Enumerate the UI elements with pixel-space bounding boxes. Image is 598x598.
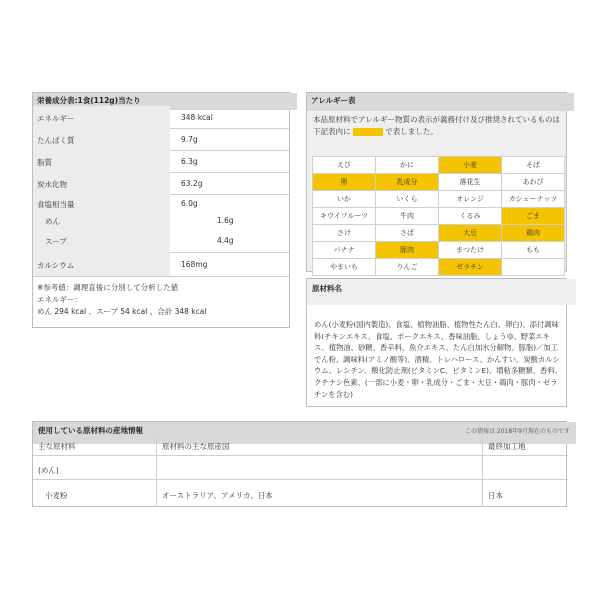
allergen-cell: ごま — [502, 208, 565, 225]
allergy-panel — [306, 92, 567, 272]
allergen-cell: 鶏肉 — [502, 225, 565, 242]
allergy-note-text: 本品原材料でアレルギー物質の表示が義務付け及び推奨されているものは 下記表内に — [313, 115, 561, 136]
origin-title: 使用している原材料の産地情報 — [38, 426, 143, 435]
allergen-cell: カシューナッツ — [502, 191, 565, 208]
allergen-cell: もも — [502, 242, 565, 259]
nutrition-note: めん 294 kcal 、スープ 54 kcal 、合計 348 kcal — [37, 307, 207, 316]
allergy-note-text: で表しました。 — [385, 127, 438, 136]
allergen-cell: いか — [313, 191, 376, 208]
nutrition-value: 9.7g — [181, 135, 198, 144]
nutrition-label: カルシウム — [37, 261, 75, 270]
allergy-title: アレルギー表 — [307, 93, 574, 111]
nutrition-note: ※参考値：調理直後に分別して分析した値 — [37, 283, 179, 292]
allergen-cell: まつたけ — [439, 242, 502, 259]
allergen-cell: 落花生 — [439, 174, 502, 191]
allergen-cell: バナナ — [313, 242, 376, 259]
nutrition-value: 348 kcal — [181, 113, 213, 122]
nutrition-label: 脂質 — [37, 158, 52, 167]
allergen-cell: くるみ — [439, 208, 502, 225]
origin-panel — [32, 421, 570, 507]
origin-cell — [483, 456, 568, 480]
allergen-cell: いくら — [376, 191, 439, 208]
allergen-cell: やまいも — [313, 259, 376, 276]
nutrition-label: 食塩相当量 — [37, 200, 75, 209]
nutrition-row — [33, 252, 289, 277]
allergy-note — [313, 114, 563, 138]
nutrition-panel — [32, 92, 290, 328]
nutrition-row-salt — [33, 194, 289, 253]
nutrition-row — [33, 128, 289, 151]
allergen-cell: さけ — [313, 225, 376, 242]
allergen-cell: 牛肉 — [376, 208, 439, 225]
nutrition-value: 6.3g — [181, 157, 198, 166]
origin-processing: 日本 — [488, 491, 503, 500]
nutrition-label: 炭水化物 — [37, 180, 67, 189]
allergen-cell: 小麦 — [439, 157, 502, 174]
nutrition-row — [33, 106, 289, 129]
allergen-cell: 卵 — [313, 174, 376, 191]
allergen-cell: えび — [313, 157, 376, 174]
nutrition-label: エネルギー — [37, 114, 75, 123]
origin-cell — [157, 456, 483, 480]
nutrition-subvalue: 1.6g — [217, 216, 234, 225]
ingredients-text: めん(小麦粉(国内製造)、食塩、植物油脂、植物性たん白、卵白)、添付調味料(チキンエキス、食塩、ポークエキス、香味油脂、しょうゆ、野菜エキス、植物油、砂糖、香辛料、魚介エキス、たん白加水分解物、豚脂)／加工でん粉、調味料(アミノ酸等)、酒精、トレハロース、かんすい、炭酸カルシウム、レシチン、酸化防止剤(ビタミンC、ビタミンE)、増粘多糖類、香料、クチナシ色素、(一部に小麦・卵・乳成分・ごま・大豆・鶏肉・豚肉・ゼラチンを含む) — [314, 320, 562, 399]
ingredients-title: 原材料名 — [307, 279, 576, 305]
allergen-cell: かに — [376, 157, 439, 174]
ingredients-panel — [306, 278, 567, 407]
allergen-cell: キウイフルーツ — [313, 208, 376, 225]
allergen-cell: オレンジ — [439, 191, 502, 208]
nutrition-value: 63.2g — [181, 179, 203, 188]
nutrition-sublabel: めん — [45, 217, 60, 226]
highlight-swatch — [353, 128, 383, 136]
origin-material: 小麦粉 — [33, 480, 157, 507]
allergen-cell: 豚肉 — [376, 242, 439, 259]
allergen-cell: あわび — [502, 174, 565, 191]
origin-col-header: 主な原材料 — [33, 438, 157, 456]
nutrition-value: 168mg — [181, 260, 208, 269]
origin-group-label: (めん) — [33, 456, 157, 480]
origin-date-note: この情報は 2018年9月現在のものです — [465, 428, 570, 435]
allergen-cell: りんご — [376, 259, 439, 276]
nutrition-sublabel: スープ — [45, 237, 67, 246]
nutrition-value: 6.0g — [181, 199, 198, 208]
origin-col-header: 原材料の主な原産国 — [157, 438, 483, 456]
origin-col-header: 最終加工地 — [483, 438, 568, 456]
nutrition-note: エネルギー： — [37, 295, 82, 304]
allergen-cell: そば — [502, 157, 565, 174]
nutrition-subvalue: 4.4g — [217, 236, 234, 245]
allergen-cell: 乳成分 — [376, 174, 439, 191]
allergen-cell: さば — [376, 225, 439, 242]
origin-country: オーストラリア、アメリカ、日本 — [157, 480, 483, 507]
nutrition-label: たんぱく質 — [37, 136, 75, 145]
allergen-cell — [502, 259, 565, 276]
nutrition-row — [33, 172, 289, 195]
allergen-cell: 大豆 — [439, 225, 502, 242]
allergen-cell: ゼラチン — [439, 259, 502, 276]
nutrition-row — [33, 150, 289, 173]
nutrition-title: 栄養成分表:1食(112g)当たり — [33, 93, 297, 110]
allergen-grid — [312, 156, 565, 276]
nutrition-notes — [37, 282, 206, 318]
